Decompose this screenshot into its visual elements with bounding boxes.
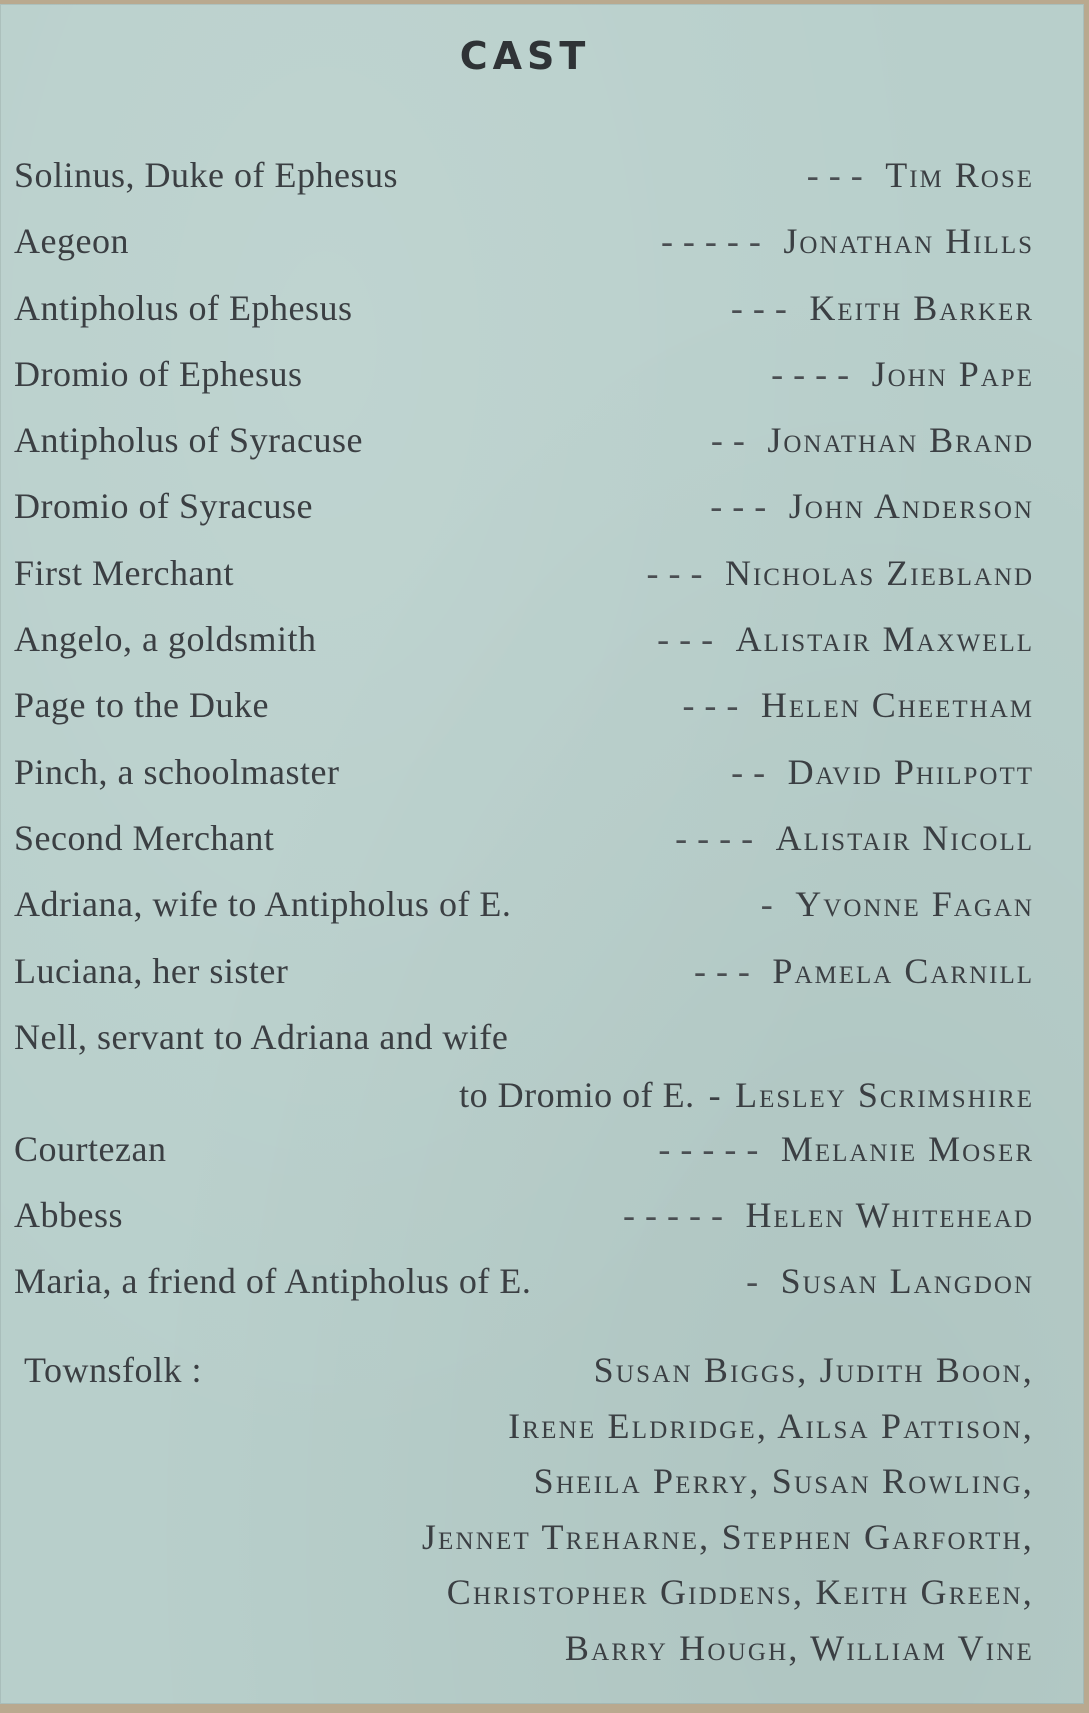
cast-row	[14, 1194, 1034, 1260]
actor-name: Lesley Scrimshire	[735, 1074, 1034, 1115]
role-name: Maria, a friend of Antipholus of E.	[14, 1261, 532, 1302]
cast-list	[14, 154, 1034, 1327]
actor-name: Helen Cheetham	[760, 685, 1034, 726]
cast-row	[14, 419, 1034, 485]
cast-row	[14, 1128, 1034, 1194]
cast-row	[14, 552, 1034, 618]
role-name-line1: Nell, servant to Adriana and wife	[14, 1016, 509, 1057]
cast-row	[14, 950, 1034, 1016]
role-name: Abbess	[14, 1195, 123, 1236]
role-name-line2: to Dromio of E.	[459, 1074, 695, 1115]
role-name: Antipholus of Syracuse	[14, 420, 363, 461]
leader-dashes: - - -	[646, 552, 703, 593]
leader-dashes: - -	[731, 751, 766, 792]
leader-dashes: -	[746, 1261, 759, 1302]
cast-row	[14, 353, 1034, 419]
townsfolk-names	[422, 1349, 1034, 1682]
role-name: Dromio of Ephesus	[14, 353, 303, 394]
cast-row	[14, 154, 1034, 220]
townsfolk-line: Irene Eldridge, Ailsa Pattison,	[508, 1405, 1034, 1446]
page-title: CAST	[459, 34, 591, 78]
actor-name: Susan Langdon	[780, 1261, 1034, 1302]
leader-dashes: - - - - -	[658, 1128, 759, 1169]
cast-row	[14, 618, 1034, 684]
townsfolk-label: Townsfolk :	[24, 1350, 202, 1390]
cast-row	[14, 220, 1034, 286]
townsfolk-line: Sheila Perry, Susan Rowling,	[533, 1461, 1034, 1501]
actor-name: Helen Whitehead	[745, 1195, 1034, 1236]
role-name: Courtezan	[14, 1128, 167, 1169]
leader-dashes: - - - -	[771, 353, 850, 394]
role-name: Antipholus of Ephesus	[14, 287, 353, 328]
townsfolk-line: Susan Biggs, Judith Boon,	[593, 1350, 1034, 1390]
townsfolk-line: Jennet Treharne, Stephen Garforth,	[421, 1516, 1034, 1557]
role-name: Second Merchant	[14, 817, 275, 858]
leader-dashes: - - -	[657, 619, 714, 660]
actor-name: Alistair Maxwell	[735, 619, 1034, 660]
leader-dashes: - - -	[806, 155, 864, 195]
role-name: Angelo, a goldsmith	[14, 619, 317, 660]
leader-dashes: - - - - -	[622, 1195, 724, 1236]
cast-row	[14, 751, 1034, 817]
actor-name: Jonathan Brand	[767, 420, 1034, 461]
actor-name: Keith Barker	[809, 287, 1034, 328]
actor-name: Melanie Moser	[780, 1128, 1034, 1169]
cast-row	[14, 287, 1034, 353]
programme-card	[0, 4, 1084, 1704]
actor-name: Nicholas Ziebland	[724, 552, 1034, 593]
leader-dashes: -	[708, 1074, 722, 1115]
leader-dashes: - -	[710, 420, 746, 461]
role-name: Adriana, wife to Antipholus of E.	[14, 884, 512, 925]
cast-row	[14, 1260, 1034, 1326]
actor-name: Yvonne Fagan	[795, 884, 1034, 925]
actor-name: Tim Rose	[885, 155, 1034, 195]
leader-dashes: - - -	[693, 950, 751, 991]
actor-name: John Anderson	[788, 486, 1034, 527]
cast-row-nell	[14, 1016, 1034, 1128]
cast-row	[14, 485, 1034, 551]
role-name: First Merchant	[14, 552, 234, 593]
actor-name: Jonathan Hills	[783, 221, 1034, 262]
leader-dashes: - - -	[682, 685, 739, 726]
actor-name: David Philpott	[787, 751, 1034, 792]
role-name: Dromio of Syracuse	[14, 486, 313, 527]
cast-row	[14, 883, 1034, 949]
townsfolk-line: Christopher Giddens, Keith Green,	[446, 1572, 1034, 1612]
cast-row	[14, 684, 1034, 750]
role-name: Aegeon	[14, 221, 129, 262]
role-name: Pinch, a schoolmaster	[14, 751, 340, 792]
cast-row	[14, 817, 1034, 883]
leader-dashes: - - -	[710, 486, 767, 527]
role-name: Solinus, Duke of Ephesus	[14, 155, 398, 195]
leader-dashes: - - - - -	[660, 221, 762, 262]
leader-dashes: - - - -	[675, 817, 754, 858]
role-name: Luciana, her sister	[14, 950, 289, 991]
actor-name: Alistair Nicoll	[775, 817, 1034, 858]
townsfolk-line: Barry Hough, William Vine	[564, 1627, 1034, 1668]
leader-dashes: -	[760, 884, 774, 925]
actor-name: John Pape	[871, 353, 1034, 394]
actor-name: Pamela Carnill	[772, 950, 1034, 991]
leader-dashes: - - -	[730, 287, 788, 328]
role-line2-group	[14, 1074, 1034, 1116]
role-name: Page to the Duke	[14, 685, 269, 726]
